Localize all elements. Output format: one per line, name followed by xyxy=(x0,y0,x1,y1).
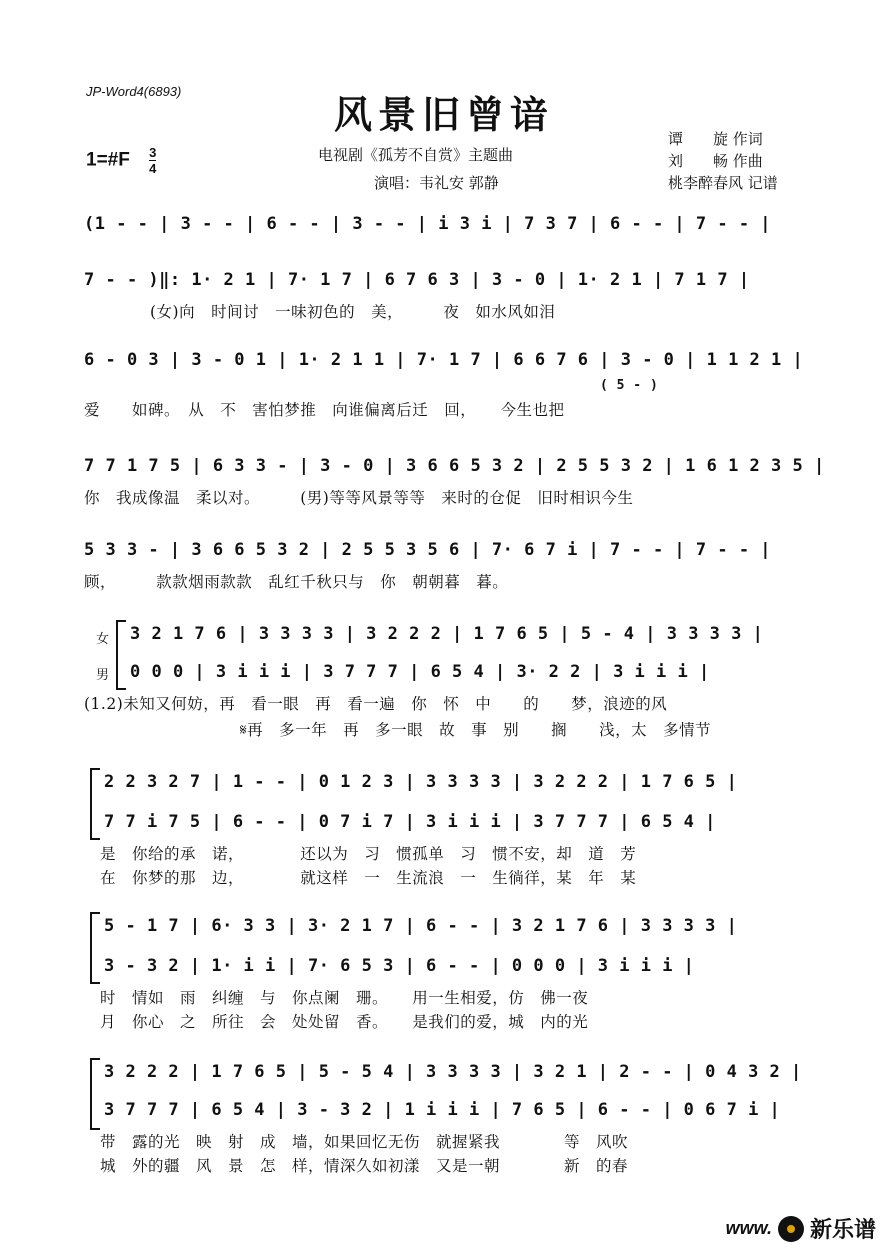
music-line-1: (1 - - | 3 - - | 6 - - | 3 - - | i 3 i | 7 3 7 | 6 - - | 7 - - | xyxy=(84,214,772,234)
music-line-3-extra: ( 5 - ) xyxy=(600,378,659,393)
lyric-line-4: 你 我成像温 柔以对。 (男)等等风景等等 来时的仓促 旧时相识今生 xyxy=(84,489,634,507)
music-line-3: 6 - 0 3 | 3 - 0 1 | 1· 2 1 1 | 7· 1 7 | 6 6 7 6 | 3 - 0 | 1 1 2 1 | xyxy=(84,350,804,370)
credit-lyricist: 谭 旋 作词 xyxy=(668,130,763,148)
lyric-line-7b: 在 你梦的那 边， 就这样 一 生流浪 一 生徜徉，某 年 某 xyxy=(100,869,637,887)
logo-site-name: 新乐谱 xyxy=(809,1218,876,1243)
logo-www: www. xyxy=(725,1218,772,1238)
music-line-9-upper: 3 2 2 2 | 1 7 6 5 | 5 - 5 4 | 3 3 3 3 | 3 2 1 | 2 - - | 0 4 3 2 | xyxy=(104,1062,802,1082)
music-line-8-lower: 3 - 3 2 | 1· i i | 7· 6 5 3 | 6 - - | 0 0 0 | 3 i i i | xyxy=(104,956,695,976)
system-brace xyxy=(116,620,126,690)
music-line-2: 7 - - )‖: 1· 2 1 | 7· 1 7 | 6 7 6 3 | 3 - 0 | 1· 2 1 | 7 1 7 | xyxy=(84,270,750,290)
disc-icon xyxy=(778,1216,804,1242)
music-line-9-lower: 3 7 7 7 | 6 5 4 | 3 - 3 2 | 1 i i i | 7 6 5 | 6 - - | 0 6 7 i | xyxy=(104,1100,781,1120)
lyric-line-6b: 𝄋再 多一年 再 多一眼 故 事 别 搁 浅，太 多情节 xyxy=(240,721,712,739)
music-line-7-lower: 7 7 i 7 5 | 6 - - | 0 7 i 7 | 3 i i i | 3 7 7 7 | 6 5 4 | xyxy=(104,812,716,832)
voice-label-male: 男 xyxy=(96,668,110,683)
subtitle: 电视剧《孤芳不自赏》主题曲 xyxy=(318,146,514,164)
lyric-line-3: 爱 如碑。 从 不 害怕梦推 向谁偏离后迁 回， 今生也把 xyxy=(84,401,565,419)
lyric-line-7a: 是 你给的承 诺， 还以为 习 惯孤单 习 惯不安，却 道 芳 xyxy=(100,845,637,863)
music-line-8-upper: 5 - 1 7 | 6· 3 3 | 3· 2 1 7 | 6 - - | 3 2 1 7 6 | 3 3 3 3 | xyxy=(104,916,738,936)
credit-composer: 刘 畅 作曲 xyxy=(668,152,763,170)
version-label: JP-Word4(6893) xyxy=(86,84,182,99)
lyric-line-9b: 城 外的疆 风 景 怎 样，情深久如初漾 又是一朝 新 的春 xyxy=(100,1157,629,1175)
credit-transcriber: 桃李醉春风 记谱 xyxy=(668,174,778,192)
song-title: 风景旧曾谙 xyxy=(333,92,554,137)
music-line-5: 5 3 3 - | 3 6 6 5 3 2 | 2 5 5 3 5 6 | 7· 6 7 i | 7 - - | 7 - - | xyxy=(84,540,772,560)
key-label: 1=#F xyxy=(86,149,130,171)
time-signature xyxy=(149,146,156,175)
lyric-line-8a: 时 情如 雨 纠缠 与 你点阑 珊。 用一生相爱，仿 佛一夜 xyxy=(100,989,589,1007)
music-line-6-lower: 0 0 0 | 3 i i i | 3 7 7 7 | 6 5 4 | 3· 2 2 | 3 i i i | xyxy=(130,662,710,682)
system-brace xyxy=(90,912,100,984)
system-brace xyxy=(90,1058,100,1130)
music-line-4: 7 7 1 7 5 | 6 3 3 - | 3 - 0 | 3 6 6 5 3 2 | 2 5 5 3 2 | 1 6 1 2 3 5 | xyxy=(84,456,825,476)
time-top: 3 xyxy=(149,145,157,160)
time-bottom: 4 xyxy=(149,161,157,176)
lyric-line-2: (女)向 时间讨 一味初色的 美， 夜 如水风如泪 xyxy=(150,303,556,321)
system-brace xyxy=(90,768,100,840)
music-line-7-upper: 2 2 3 2 7 | 1 - - | 0 1 2 3 | 3 3 3 3 | 3 2 2 2 | 1 7 6 5 | xyxy=(104,772,738,792)
lyric-line-8b: 月 你心 之 所往 会 处处留 香。 是我们的爱，城 内的光 xyxy=(100,1013,589,1031)
singers: 演唱：韦礼安 郭静 xyxy=(374,174,499,192)
voice-label-female: 女 xyxy=(96,632,110,647)
music-line-6-upper: 3 2 1 7 6 | 3 3 3 3 | 3 2 2 2 | 1 7 6 5 | 5 - 4 | 3 3 3 3 | xyxy=(130,624,764,644)
lyric-line-6a: (1.2)未知又何妨，再 看一眼 再 看一遍 你 怀 中 的 梦，浪迹的风 xyxy=(84,695,668,713)
key-signature xyxy=(86,146,156,175)
lyric-line-9a: 带 露的光 映 射 成 墙，如果回忆无伤 就握紧我 等 风吹 xyxy=(100,1133,629,1151)
lyric-line-5: 顾， 款款烟雨款款 乱红千秋只与 你 朝朝暮 暮。 xyxy=(84,573,509,591)
site-logo[interactable] xyxy=(726,1213,876,1244)
